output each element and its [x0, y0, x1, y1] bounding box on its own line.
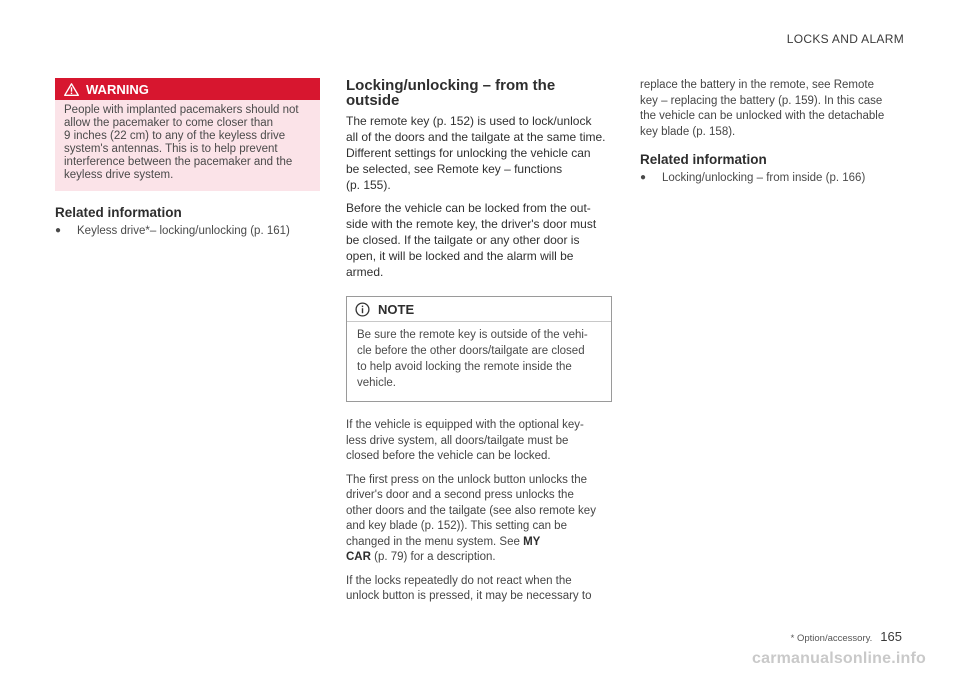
related-link[interactable]: Locking/unlocking – from inside (p. 166) — [662, 172, 866, 184]
related-info-heading-right: Related information — [640, 152, 767, 167]
watermark: carmanualsonline.info — [752, 650, 927, 667]
paragraph-locking: Before the vehicle can be locked from the out- side with the remote key, the driver's door must be closed. If the tailgate or any other door is open, it will be locked and the alarm will be armed. — [346, 201, 597, 279]
paragraph-unlock-press — [346, 473, 612, 566]
bullet-icon: ● — [640, 172, 647, 183]
note-text: Be sure the remote key is outside of the vehi- cle before the other doors/tailgate are closed to help avoid locking the remote inside the vehicle. — [357, 329, 588, 389]
paragraph-remote-key: The remote key (p. 152) is used to lock/unlock all of the doors and the tailgate at the same time. Different settings for unlocking the vehicle can be selected, see Remote key – functions (p. 155). — [346, 114, 606, 192]
note-header — [347, 297, 611, 322]
section-header: LOCKS AND ALARM — [786, 32, 904, 46]
note-title: NOTE — [378, 301, 415, 317]
paragraph-unlock-text-b: (p. 79) for a description. — [370, 551, 496, 563]
paragraph-locks-no-react: If the locks repeatedly do not react when the unlock button is pressed, it may be necessary to — [346, 574, 592, 602]
paragraph-unlock-text-a: The first press on the unlock button unlocks the driver's door and a second press unlocks the other doors and the tailgate (see also remote key and key blade (p. 152)). This setting can be changed in the menu system. See — [346, 473, 596, 548]
warning-text: People with implanted pacemakers should not allow the pacemaker to come closer than 9 inches (22 cm) to any of the keyless drive system's antennas. This is to help prevent interference between the pacemaker and the keyless drive system. — [64, 104, 299, 181]
warning-title: WARNING — [86, 81, 149, 97]
left-column — [55, 78, 320, 238]
section-title: Locking/unlocking – from the outside — [346, 77, 556, 109]
paragraph-battery: replace the battery in the remote, see Remote key – replacing the battery (p. 159). In this case the vehicle can be unlocked with the detachable key blade (p. 158). — [640, 79, 885, 138]
warning-body — [55, 100, 320, 191]
related-info-list-left — [55, 224, 320, 238]
footnote: * Option/accessory. — [790, 633, 873, 644]
middle-column — [346, 78, 612, 605]
warning-header — [55, 78, 320, 100]
list-item[interactable] — [55, 224, 320, 238]
related-info-heading-left: Related information — [55, 205, 182, 220]
paragraph-keyless: If the vehicle is equipped with the optional key- less drive system, all doors/tailgate must be closed before the vehicle can be locked. — [346, 419, 584, 462]
warning-triangle-icon — [64, 83, 79, 96]
list-item[interactable] — [640, 171, 908, 185]
bullet-icon: ● — [55, 225, 62, 236]
related-link[interactable]: Keyless drive*– locking/unlocking (p. 161) — [77, 225, 290, 237]
page-footer — [791, 629, 902, 644]
right-column — [640, 78, 908, 185]
related-info-list-right — [640, 171, 908, 185]
page-number: 165 — [880, 629, 902, 644]
my-car-menu-label: MY CAR — [346, 535, 541, 563]
note-box — [346, 296, 612, 402]
info-circle-icon — [355, 302, 370, 317]
warning-box — [55, 78, 320, 191]
